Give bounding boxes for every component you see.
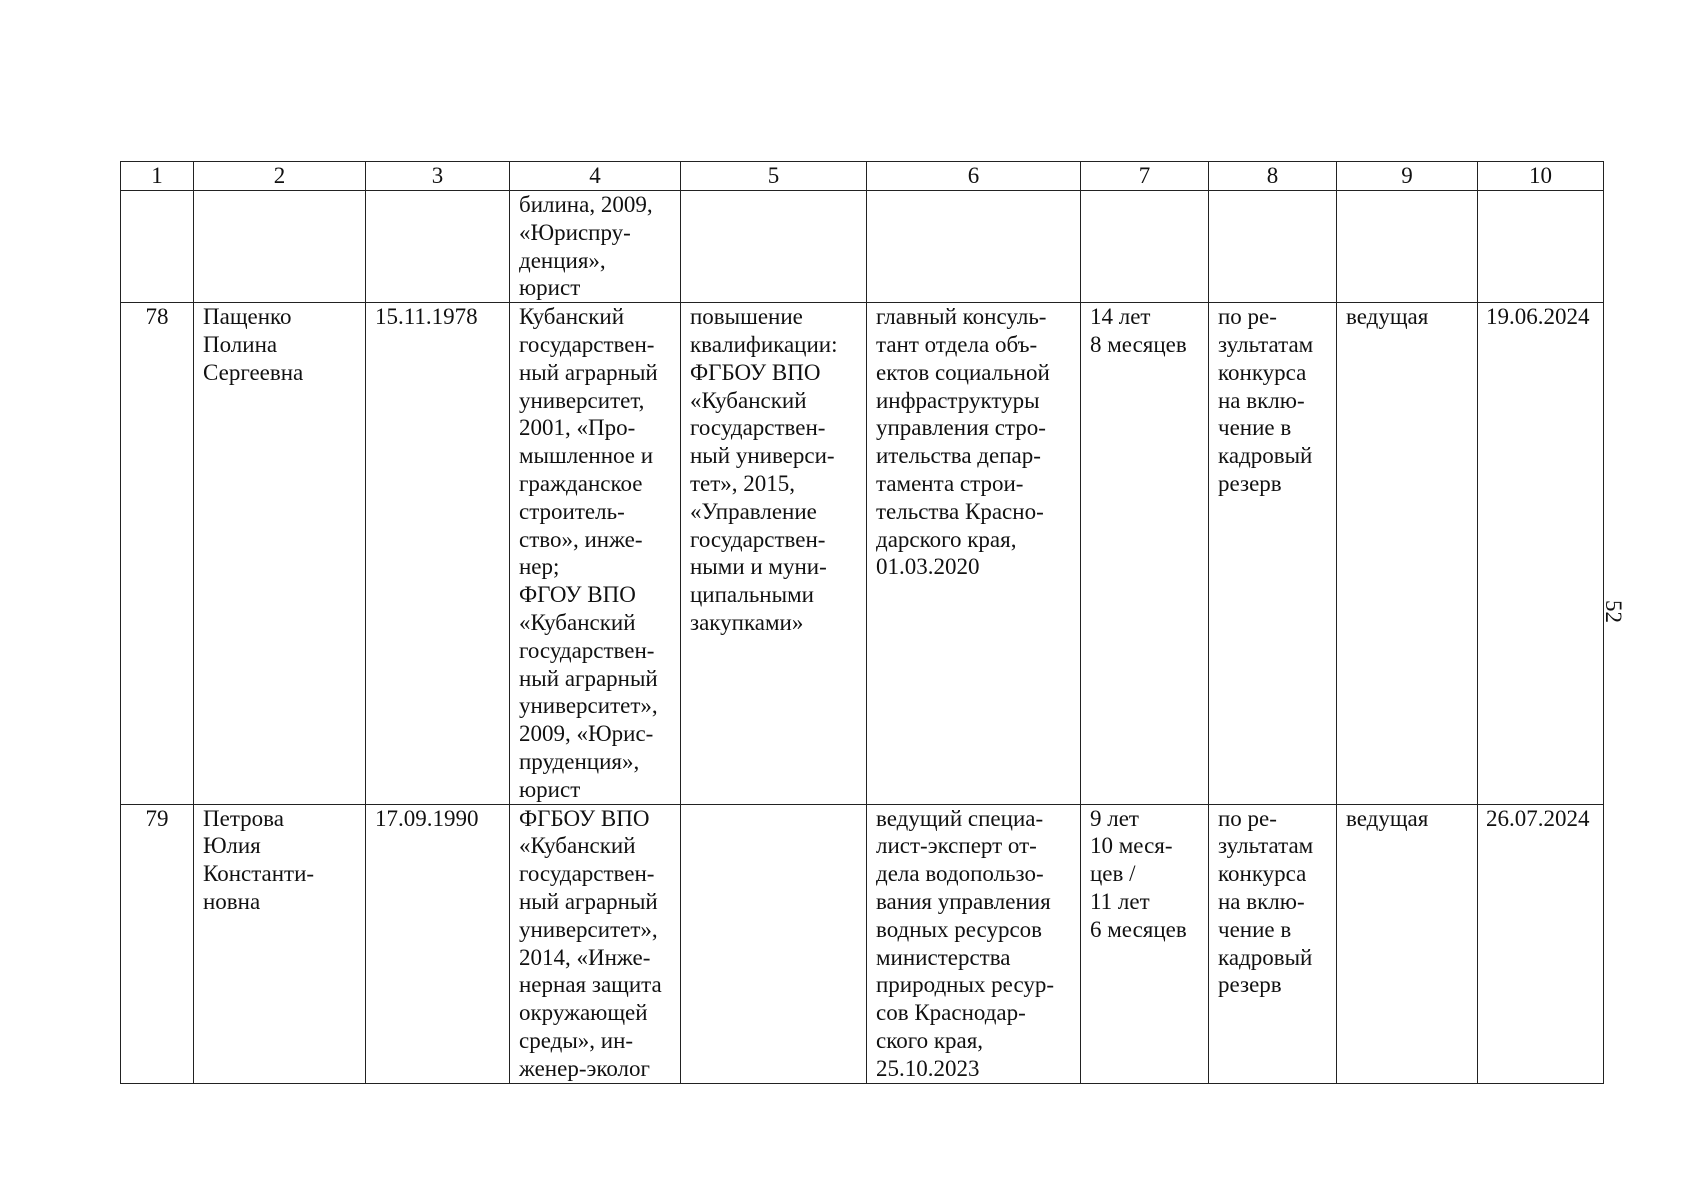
- basis-cell: по ре- зультатам конкурса на вклю- чение в кадровый резерв: [1209, 804, 1337, 1083]
- position-cell: ведущий специа- лист-эксперт от- дела водопользо- вания управления водных ресурсов министерства природных ресур- сов Краснодар- ского края, 25.10.2023: [867, 804, 1081, 1083]
- column-number: 10: [1478, 162, 1604, 191]
- inclusion-date-cell: 19.06.2024: [1478, 303, 1604, 804]
- experience-cell: 14 лет 8 месяцев: [1081, 303, 1209, 804]
- inclusion-date-cell: 26.07.2024: [1478, 804, 1604, 1083]
- education-cell: Кубанский государствен- ный аграрный университет, 2001, «Про- мышленное и гражданское строитель- ство», инже- нер; ФГОУ ВПО «Кубанский государствен- ный аграрный университет», 2009, «Юрис- пруденция», юрист: [510, 303, 681, 804]
- table-row: [121, 191, 1604, 303]
- column-number: 5: [681, 162, 867, 191]
- column-number: 3: [366, 162, 510, 191]
- column-number: 6: [867, 162, 1081, 191]
- column-number: 8: [1209, 162, 1337, 191]
- position-cell: [867, 191, 1081, 303]
- column-number: 9: [1337, 162, 1478, 191]
- birth-date-cell: 15.11.1978: [366, 303, 510, 804]
- training-cell: [681, 191, 867, 303]
- position-group-cell: ведущая: [1337, 804, 1478, 1083]
- basis-cell: [1209, 191, 1337, 303]
- position-cell: главный консуль- тант отдела объ- ектов социальной инфраструктуры управления стро- ительства депар- тамента строи- тельства Красно- дарского края, 01.03.2020: [867, 303, 1081, 804]
- education-cell: ФГБОУ ВПО «Кубанский государствен- ный аграрный университет», 2014, «Инже- нерная защита окружающей среды», ин- женер-эколог: [510, 804, 681, 1083]
- table-row: [121, 303, 1604, 804]
- birth-date-cell: 17.09.1990: [366, 804, 510, 1083]
- education-cell: билина, 2009, «Юриспру- денция», юрист: [510, 191, 681, 303]
- training-cell: [681, 804, 867, 1083]
- training-cell: повышение квалификации: ФГБОУ ВПО «Кубанский государствен- ный универси- тет», 2015, «Управление государствен- ными и муни- ципальными закупками»: [681, 303, 867, 804]
- page-number: 52: [1601, 600, 1626, 623]
- column-number-row: [121, 162, 1604, 191]
- full-name-cell: Пащенко Полина Сергеевна: [194, 303, 366, 804]
- row-number-cell: [121, 191, 194, 303]
- position-group-cell: ведущая: [1337, 303, 1478, 804]
- experience-cell: 9 лет 10 меся- цев / 11 лет 6 месяцев: [1081, 804, 1209, 1083]
- row-number-cell: 79: [121, 804, 194, 1083]
- column-number: 2: [194, 162, 366, 191]
- basis-cell: по ре- зультатам конкурса на вклю- чение в кадровый резерв: [1209, 303, 1337, 804]
- birth-date-cell: [366, 191, 510, 303]
- column-number: 1: [121, 162, 194, 191]
- personnel-reserve-table: [120, 161, 1604, 1084]
- full-name-cell: Петрова Юлия Константи- новна: [194, 804, 366, 1083]
- position-group-cell: [1337, 191, 1478, 303]
- full-name-cell: [194, 191, 366, 303]
- column-number: 4: [510, 162, 681, 191]
- table-row: [121, 804, 1604, 1083]
- inclusion-date-cell: [1478, 191, 1604, 303]
- row-number-cell: 78: [121, 303, 194, 804]
- column-number: 7: [1081, 162, 1209, 191]
- experience-cell: [1081, 191, 1209, 303]
